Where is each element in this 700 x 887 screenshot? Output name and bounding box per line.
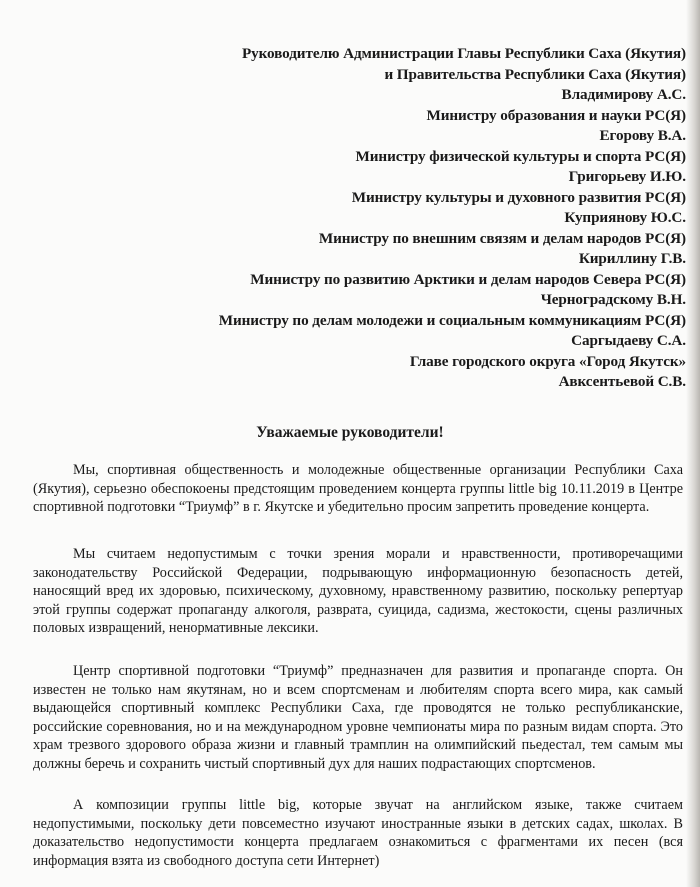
addressee-line: Главе городского округа «Город Якутск» [409,352,686,370]
addressee-line: Кириллину Г.В. [578,250,686,267]
addressee-line: Министру по развитию Арктики и делам народов Севера РС(Я) [250,270,686,288]
addressee-line: Григорьеву И.Ю. [568,168,686,185]
addressee-line: Министру культуры и духовного развития РС(Я) [351,188,686,206]
addressee-line: Министру по делам молодежи и социальным коммуникациям РС(Я) [218,311,686,329]
scan-edge-shadow [686,0,700,887]
addressee-line: Министру образования и науки РС(Я) [426,106,686,124]
addressee-line: Черноградскому В.Н. [540,291,686,308]
addressee-line: Егорову В.А. [599,127,686,144]
addressee-line: Владимирову А.С. [561,86,686,103]
addressee-line: Министру физической культуры и спорта РС(Я) [355,147,686,165]
addressee-line: Министру по внешним связям и делам народов РС(Я) [318,229,686,247]
body-paragraph: А композиции группы little big, которые звучат на английском языке, также считаем недопустимыми, поскольку дети повсеместно изучают иностранные языки в детских садах, школах. В доказательство недопустимости концерта предлагаем ознакомиться с фрагментами их песен (вся информация взята из свободного доступа сети Интернет) [33,797,683,869]
body-paragraph: Мы, спортивная общественность и молодежные общественные организации Республики Саха (Якутия), серьезно обеспокоены предстоящим проведением концерта группы little big 10.11.2019 в Центре спортивной подготовки “Триумф” в г. Якутске и убедительно просим запретить проведение концерта. [33,462,683,516]
addressee-line: Авксентьевой С.В. [558,373,686,390]
addressee-block [86,44,686,393]
addressee-line: Руководителю Администрации Главы Республики Саха (Якутия) [241,45,686,62]
addressee-line: Куприянову Ю.С. [564,209,686,226]
body-paragraph: Мы считаем недопустимым с точки зрения морали и нравственности, противоречащими законодательству Российской Федерации, подрывающую информационную безопасность детей, наносящий вред их здоровью, психическому, духовному, нравственному развитию, поскольку репертуар этой группы содержат пропаганду алкоголя, разврата, суицида, садизма, жестокости, сцены различных половых извращений, ненормативные лексики. [33,546,683,637]
addressee-line: и Правительства Республики Саха (Якутия) [384,65,686,83]
body-paragraph: Центр спортивной подготовки “Триумф” предназначен для развития и пропаганде спорта. Он известен не только нам якутянам, но и всем спортсменам и любителям спорта всего мира, как самый выдающейся спортивный комплекс Республики Саха, где проводятся не только республиканские, российские соревнования, но и на международном уровне чемпионаты мира по разным видам спорта. Это храм трезвого здорового образа жизни и главный трамплин на олимпийский пьедестал, тем самым мы должны беречь и сохранить чистый спортивный дух для наших подрастающих спортсменов. [33,663,683,772]
salutation-heading: Уважаемые руководители! [256,424,444,441]
addressee-line: Саргыдаеву С.А. [571,332,686,349]
